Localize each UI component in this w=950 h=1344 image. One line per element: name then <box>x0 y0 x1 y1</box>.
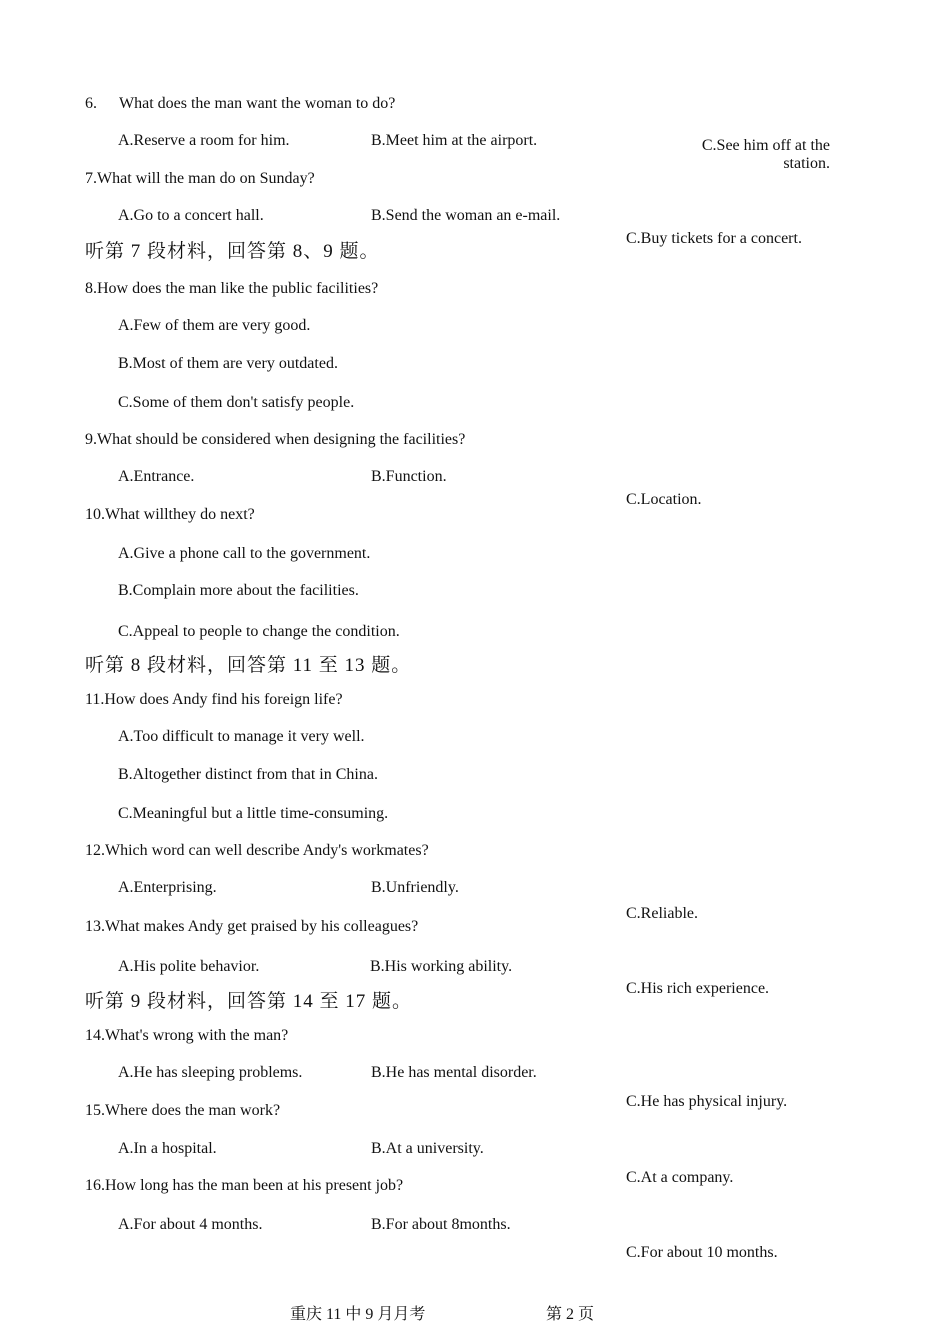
q11-option-a: A.Too difficult to manage it very well. <box>118 728 365 745</box>
q15-option-c: C.At a company. <box>626 1169 734 1186</box>
q11-option-c: C.Meaningful but a little time-consuming. <box>118 805 389 822</box>
q11-option-b: B.Altogether distinct from that in China. <box>118 766 378 783</box>
q13-option-c: C.His rich experience. <box>626 980 770 997</box>
q6-option-b: B.Meet him at the airport. <box>371 132 538 149</box>
q9-option-c: C.Location. <box>626 491 702 508</box>
section-heading-8: 听第 8 段材料，回答第 11 至 13 题。 <box>85 655 412 676</box>
q6-question: What does the man want the woman to do? <box>119 95 396 112</box>
q10-option-a: A.Give a phone call to the government. <box>118 545 371 562</box>
q14-option-a: A.He has sleeping problems. <box>118 1064 303 1081</box>
q13-question: 13.What makes Andy get praised by his colleagues? <box>85 918 419 935</box>
q10-option-c: C.Appeal to people to change the condition. <box>118 623 400 640</box>
q12-option-a: A.Enterprising. <box>118 879 217 896</box>
q7-option-b: B.Send the woman an e-mail. <box>371 207 561 224</box>
q15-option-a: A.In a hospital. <box>118 1140 217 1157</box>
q8-option-b: B.Most of them are very outdated. <box>118 355 338 372</box>
q13-option-b: B.His working ability. <box>370 958 513 975</box>
q14-question: 14.What's wrong with the man? <box>85 1027 289 1044</box>
q14-option-b: B.He has mental disorder. <box>371 1064 537 1081</box>
q12-option-b: B.Unfriendly. <box>371 879 459 896</box>
q6-option-c <box>620 137 830 173</box>
q16-option-c: C.For about 10 months. <box>626 1244 778 1261</box>
q16-option-b: B.For about 8months. <box>371 1216 511 1233</box>
q15-option-b: B.At a university. <box>371 1140 484 1157</box>
q9-option-b: B.Function. <box>371 468 447 485</box>
q8-option-a: A.Few of them are very good. <box>118 317 311 334</box>
q7-option-c: C.Buy tickets for a concert. <box>626 230 802 247</box>
footer-page-number: 第 2 页 <box>546 1306 595 1323</box>
q9-option-a: A.Entrance. <box>118 468 195 485</box>
q13-option-a: A.His polite behavior. <box>118 958 260 975</box>
q8-option-c: C.Some of them don't satisfy people. <box>118 394 355 411</box>
q11-question: 11.How does Andy find his foreign life? <box>85 691 343 708</box>
q12-question: 12.Which word can well describe Andy's workmates? <box>85 842 429 859</box>
q10-question: 10.What willthey do next? <box>85 506 255 523</box>
q14-option-c: C.He has physical injury. <box>626 1093 788 1110</box>
q9-question: 9.What should be considered when designing the facilities? <box>85 431 466 448</box>
section-heading-9: 听第 9 段材料，回答第 14 至 17 题。 <box>85 991 413 1012</box>
q6-number: 6. <box>85 95 97 112</box>
q16-question: 16.How long has the man been at his present job? <box>85 1177 404 1194</box>
q6-option-a: A.Reserve a room for him. <box>118 132 290 149</box>
q12-option-c: C.Reliable. <box>626 905 698 922</box>
q6-option-c-line2: station. <box>783 155 830 172</box>
footer-exam-title: 重庆 11 中 9 月月考 <box>290 1306 426 1323</box>
q8-question: 8.How does the man like the public facilities? <box>85 280 379 297</box>
q7-option-a: A.Go to a concert hall. <box>118 207 264 224</box>
section-heading-7: 听第 7 段材料，回答第 8、9 题。 <box>85 241 380 262</box>
q15-question: 15.Where does the man work? <box>85 1102 281 1119</box>
q16-option-a: A.For about 4 months. <box>118 1216 263 1233</box>
q10-option-b: B.Complain more about the facilities. <box>118 582 359 599</box>
q7-question: 7.What will the man do on Sunday? <box>85 170 315 187</box>
q6-option-c-line1: C.See him off at the <box>701 137 830 154</box>
